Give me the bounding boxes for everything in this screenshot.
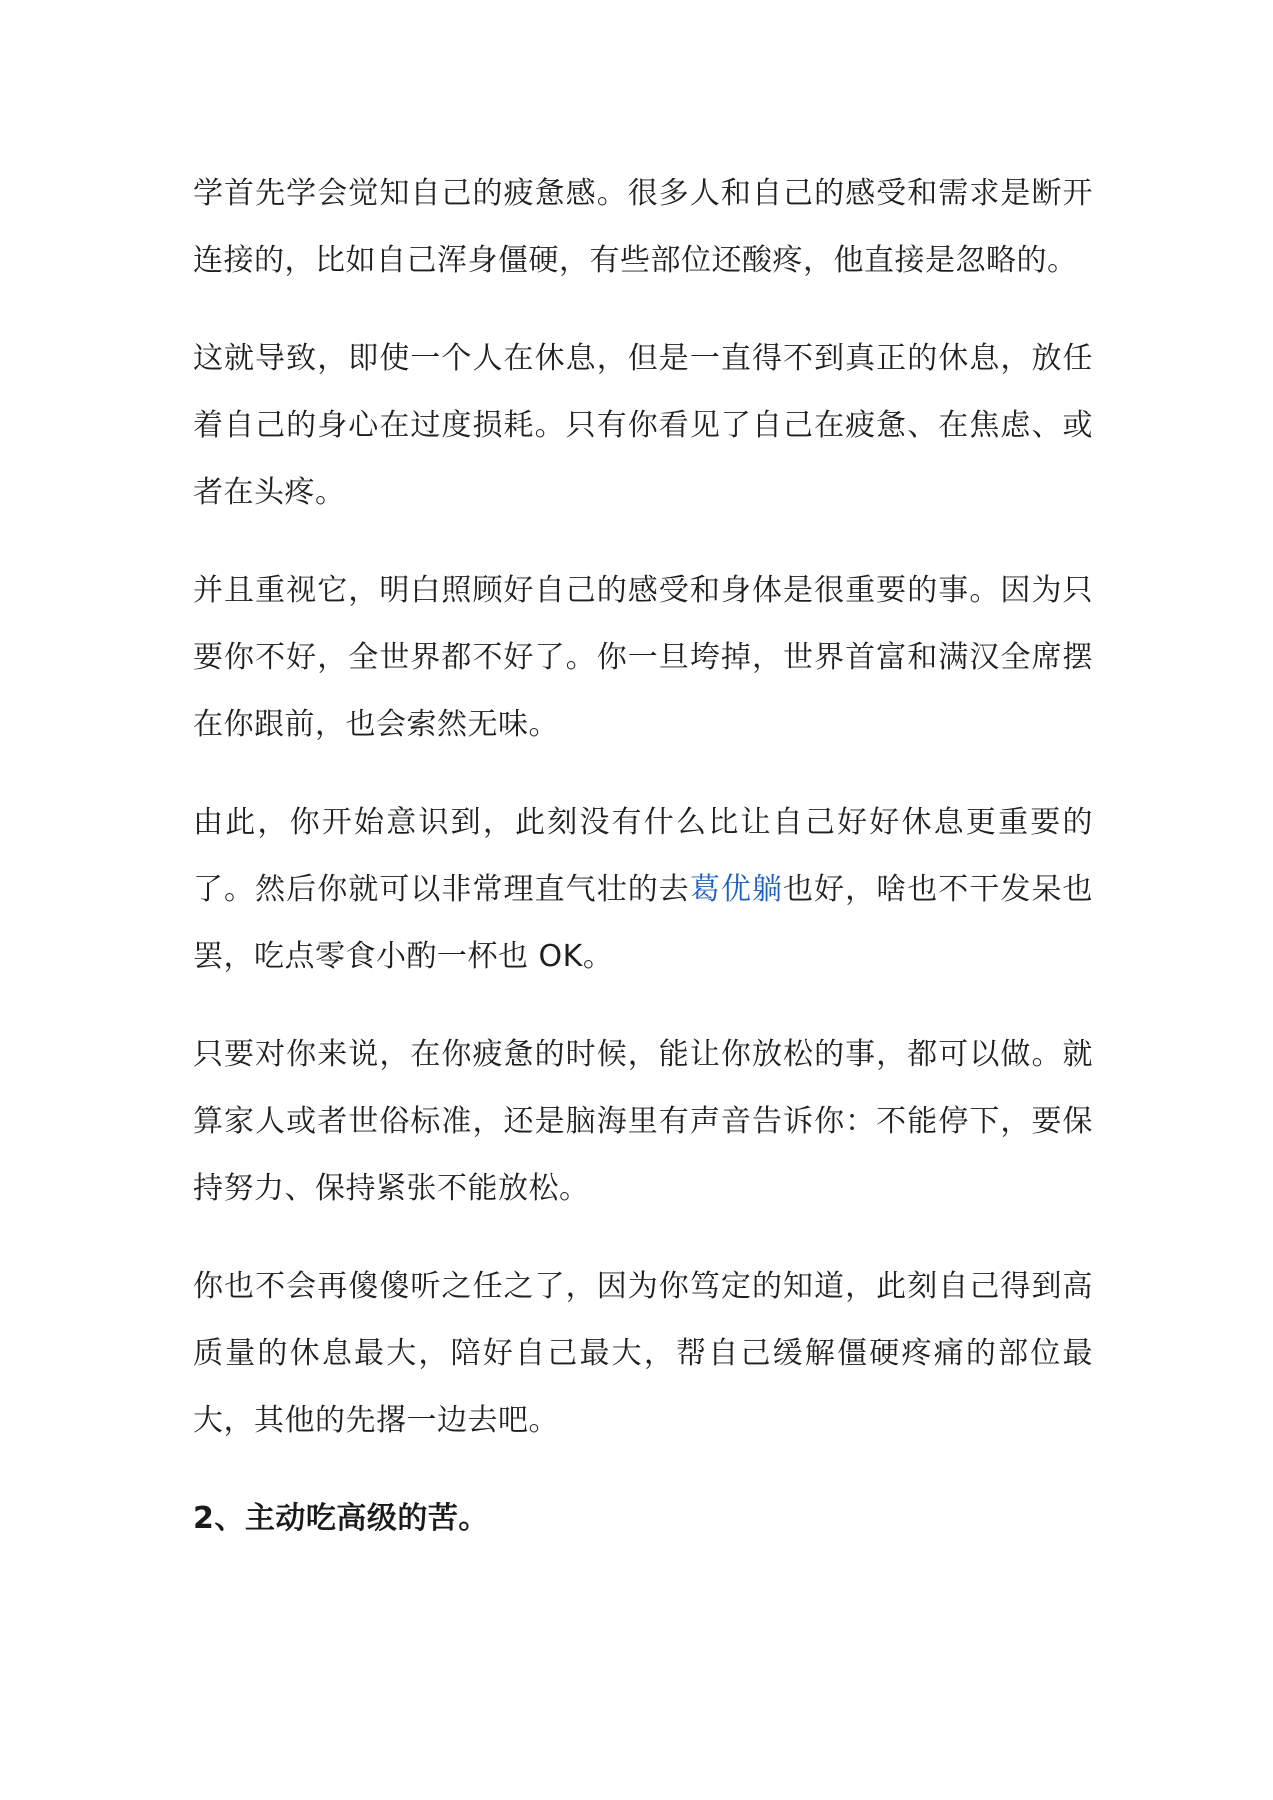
section-heading: 2、主动吃高级的苦。 xyxy=(193,1501,489,1536)
paragraph-4 xyxy=(193,789,1093,990)
paragraph-4-text-after: 也好，啥也不干发呆也罢，吃点零食小酌一杯也 OK。 xyxy=(193,872,1094,974)
paragraph-3: 并且重视它，明白照顾好自己的感受和身体是很重要的事。因为只要你不好，全世界都不好了。你一旦垮掉，世界首富和满汉全席摆在你跟前，也会索然无味。 xyxy=(193,573,1093,742)
paragraph-5: 只要对你来说，在你疲惫的时候，能让你放松的事，都可以做。就算家人或者世俗标准，还是脑海里有声音告诉你：不能停下，要保持努力、保持紧张不能放松。 xyxy=(193,1037,1093,1206)
article-body xyxy=(193,160,1093,1552)
paragraph-1: 学首先学会觉知自己的疲惫感。很多人和自己的感受和需求是断开连接的，比如自己浑身僵硬，有些部位还酸疼，他直接是忽略的。 xyxy=(193,176,1093,278)
paragraph-4-text-before: 由此，你开始意识到，此刻没有什么比让自己好好休息更重要的了。然后你就可以非常理直气壮的去 xyxy=(193,805,1093,907)
ge-you-tang-link[interactable]: 葛优躺 xyxy=(689,872,784,907)
paragraph-6: 你也不会再傻傻听之任之了，因为你笃定的知道，此刻自己得到高质量的休息最大，陪好自己最大，帮自己缓解僵硬疼痛的部位最大，其他的先撂一边去吧。 xyxy=(193,1269,1093,1438)
paragraph-2: 这就导致，即使一个人在休息，但是一直得不到真正的休息，放任着自己的身心在过度损耗。只有你看见了自己在疲惫、在焦虑、或者在头疼。 xyxy=(193,341,1093,510)
